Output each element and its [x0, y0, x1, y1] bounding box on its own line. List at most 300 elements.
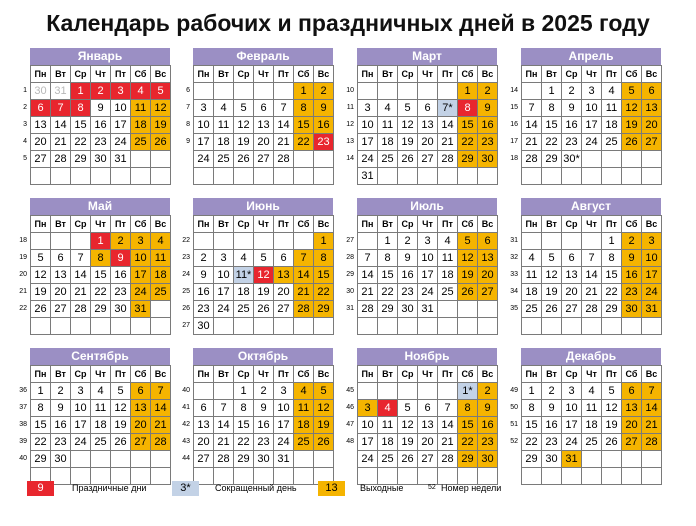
day-cell: 18 [438, 267, 458, 284]
weekday-header: Чт [91, 66, 111, 83]
day-cell: 11 [91, 400, 111, 417]
month-block [521, 48, 661, 185]
week-number: 33 [510, 271, 518, 278]
day-cell: 22 [71, 134, 91, 151]
day-cell: 25 [602, 134, 622, 151]
day-cell: 27 [274, 301, 294, 318]
day-cell: 15 [234, 417, 254, 434]
weekday-header: Вт [51, 66, 71, 83]
week-row [358, 284, 498, 301]
day-cell: 27 [131, 434, 151, 451]
week-row [522, 233, 662, 250]
day-cell: 19 [542, 284, 562, 301]
weekday-header: Сб [458, 66, 478, 83]
day-cell: 13 [131, 400, 151, 417]
day-cell: 26 [314, 434, 334, 451]
week-row [358, 301, 498, 318]
day-cell: 11 [378, 117, 398, 134]
day-cell: 3 [71, 383, 91, 400]
week-row [194, 434, 334, 451]
day-cell: 29 [522, 451, 542, 468]
day-cell: 25 [151, 284, 171, 301]
day-cell: 2 [478, 83, 498, 100]
day-cell: 2 [562, 83, 582, 100]
empty-cell [562, 318, 582, 335]
day-cell: 7 [51, 100, 71, 117]
day-cell: 14 [274, 117, 294, 134]
day-cell: 23 [398, 284, 418, 301]
weekday-header: Пт [111, 66, 131, 83]
weekday-header: Вт [214, 366, 234, 383]
month-block [357, 48, 497, 185]
day-cell: 14 [438, 417, 458, 434]
day-cell: 24 [214, 301, 234, 318]
day-cell: 8 [378, 250, 398, 267]
day-cell: 26 [458, 284, 478, 301]
empty-cell [418, 383, 438, 400]
day-cell: 22 [31, 434, 51, 451]
empty-cell [31, 168, 51, 185]
day-cell: 26 [151, 134, 171, 151]
week-row [522, 451, 662, 468]
week-row [31, 168, 171, 185]
empty-cell [602, 168, 622, 185]
day-cell: 18 [378, 134, 398, 151]
week-number: 38 [19, 421, 27, 428]
day-cell: 11 [131, 100, 151, 117]
week-row [31, 284, 171, 301]
week-number: 36 [19, 387, 27, 394]
week-number: 31 [346, 305, 354, 312]
day-cell: 30 [91, 151, 111, 168]
day-cell: 1 [458, 83, 478, 100]
weekday-header: Ср [562, 216, 582, 233]
weekday-header: Пт [438, 366, 458, 383]
week-row [31, 318, 171, 335]
week-number: 2 [23, 104, 27, 111]
empty-cell [642, 451, 662, 468]
week-row [522, 100, 662, 117]
day-cell: 11 [214, 117, 234, 134]
day-cell: 1 [522, 383, 542, 400]
day-cell: 6 [51, 250, 71, 267]
weekday-header: Вт [378, 366, 398, 383]
day-cell: 31 [562, 451, 582, 468]
day-cell: 22 [294, 134, 314, 151]
day-cell: 27 [51, 301, 71, 318]
day-cell: 3 [274, 383, 294, 400]
day-cell: 16 [51, 417, 71, 434]
day-cell: 2 [398, 233, 418, 250]
month-table [193, 365, 334, 485]
week-row [358, 267, 498, 284]
day-cell: 19 [314, 417, 334, 434]
weekday-header: Вт [542, 216, 562, 233]
day-cell: 25 [582, 434, 602, 451]
empty-cell [274, 318, 294, 335]
day-cell: 15 [458, 417, 478, 434]
month-table [521, 365, 662, 485]
day-cell: 31 [51, 83, 71, 100]
week-number: 14 [510, 87, 518, 94]
day-cell: 11* [234, 267, 254, 284]
day-cell: 11 [438, 250, 458, 267]
legend-weekend-label: Выходные [360, 483, 404, 493]
weekday-header: Вс [478, 216, 498, 233]
day-cell: 15 [378, 267, 398, 284]
week-row [522, 417, 662, 434]
week-number: 27 [182, 322, 190, 329]
empty-cell [254, 83, 274, 100]
empty-cell [194, 168, 214, 185]
day-cell: 4 [151, 233, 171, 250]
day-cell: 21 [582, 284, 602, 301]
week-number: 35 [510, 305, 518, 312]
week-row [522, 400, 662, 417]
weekday-header: Ср [562, 66, 582, 83]
week-row [358, 233, 498, 250]
day-cell: 11 [294, 400, 314, 417]
day-cell: 4 [582, 383, 602, 400]
week-row [194, 451, 334, 468]
day-cell: 12 [458, 250, 478, 267]
day-cell: 9 [314, 100, 334, 117]
empty-cell [131, 451, 151, 468]
month-name: Август [521, 198, 661, 215]
week-number: 28 [346, 254, 354, 261]
weekday-header: Пн [358, 366, 378, 383]
week-number: 49 [510, 387, 518, 394]
day-cell: 20 [562, 284, 582, 301]
day-cell: 21 [71, 284, 91, 301]
month-block [193, 48, 333, 185]
empty-cell [274, 83, 294, 100]
day-cell: 19 [31, 284, 51, 301]
day-cell: 28 [582, 301, 602, 318]
day-cell: 10 [131, 250, 151, 267]
month-name: Июнь [193, 198, 333, 215]
week-number: 46 [346, 404, 354, 411]
empty-cell [234, 318, 254, 335]
day-cell: 17 [562, 417, 582, 434]
day-cell: 6 [274, 250, 294, 267]
week-number: 6 [186, 87, 190, 94]
day-cell: 15 [458, 117, 478, 134]
week-number: 29 [346, 271, 354, 278]
empty-cell [91, 451, 111, 468]
day-cell: 23 [478, 134, 498, 151]
week-row [358, 400, 498, 417]
week-row [194, 168, 334, 185]
day-cell: 9 [91, 100, 111, 117]
weekday-header: Пт [274, 216, 294, 233]
week-number: 26 [182, 305, 190, 312]
day-cell: 23 [91, 134, 111, 151]
day-cell: 2 [314, 83, 334, 100]
day-cell: 25 [438, 284, 458, 301]
weekday-header: Чт [582, 216, 602, 233]
empty-cell [582, 151, 602, 168]
month-table [357, 215, 498, 335]
day-cell: 9 [111, 250, 131, 267]
month-block [30, 348, 170, 485]
empty-cell [131, 318, 151, 335]
month-block [521, 348, 661, 485]
week-row [31, 301, 171, 318]
week-row [194, 151, 334, 168]
empty-cell [51, 168, 71, 185]
empty-cell [314, 451, 334, 468]
day-cell: 15 [602, 267, 622, 284]
day-cell: 14 [582, 267, 602, 284]
day-cell: 4 [522, 250, 542, 267]
day-cell: 12 [234, 117, 254, 134]
day-cell: 26 [111, 434, 131, 451]
month-table [30, 65, 171, 185]
day-cell: 27 [418, 451, 438, 468]
empty-cell [458, 301, 478, 318]
day-cell: 24 [582, 134, 602, 151]
week-number: 41 [182, 404, 190, 411]
empty-cell [642, 151, 662, 168]
empty-cell [294, 451, 314, 468]
week-row [522, 134, 662, 151]
day-cell: 10 [562, 400, 582, 417]
weekday-header: Вт [51, 216, 71, 233]
empty-cell [522, 318, 542, 335]
empty-cell [522, 83, 542, 100]
empty-cell [254, 233, 274, 250]
month-name: Март [357, 48, 497, 65]
day-cell: 16 [111, 267, 131, 284]
empty-cell [214, 233, 234, 250]
day-cell: 22 [234, 434, 254, 451]
week-row [522, 117, 662, 134]
day-cell: 4 [602, 83, 622, 100]
week-number: 14 [346, 155, 354, 162]
weekday-header: Вс [642, 216, 662, 233]
week-row [358, 134, 498, 151]
day-cell: 1 [31, 383, 51, 400]
week-row [522, 318, 662, 335]
day-cell: 17 [642, 267, 662, 284]
weekday-header: Пн [194, 366, 214, 383]
day-cell: 26 [31, 301, 51, 318]
day-cell: 5 [602, 383, 622, 400]
empty-cell [378, 318, 398, 335]
empty-cell [151, 168, 171, 185]
month-name: Январь [30, 48, 170, 65]
day-cell: 14 [358, 267, 378, 284]
empty-cell [234, 83, 254, 100]
empty-cell [234, 233, 254, 250]
month-table [521, 65, 662, 185]
empty-cell [378, 168, 398, 185]
day-cell: 24 [71, 434, 91, 451]
week-row [31, 83, 171, 100]
day-cell: 10 [358, 417, 378, 434]
week-number: 34 [510, 288, 518, 295]
day-cell: 6 [418, 400, 438, 417]
day-cell: 15 [294, 117, 314, 134]
day-cell: 6 [642, 83, 662, 100]
day-cell: 3 [111, 83, 131, 100]
empty-cell [418, 168, 438, 185]
day-cell: 29 [378, 301, 398, 318]
day-cell: 7 [151, 383, 171, 400]
day-cell: 16 [622, 267, 642, 284]
day-cell: 1 [314, 233, 334, 250]
day-cell: 21 [51, 134, 71, 151]
week-number: 13 [346, 138, 354, 145]
day-cell: 14 [642, 400, 662, 417]
month-table [357, 65, 498, 185]
empty-cell [562, 233, 582, 250]
day-cell: 27 [642, 134, 662, 151]
empty-cell [51, 318, 71, 335]
day-cell: 1 [234, 383, 254, 400]
week-number: 43 [182, 438, 190, 445]
day-cell: 8 [294, 100, 314, 117]
weekday-header: Чт [91, 216, 111, 233]
day-cell: 13 [418, 417, 438, 434]
day-cell: 16 [478, 117, 498, 134]
week-number: 52 [510, 438, 518, 445]
day-cell: 5 [254, 250, 274, 267]
week-number: 15 [510, 104, 518, 111]
week-row [31, 134, 171, 151]
day-cell: 8 [522, 400, 542, 417]
empty-cell [254, 318, 274, 335]
day-cell: 6 [194, 400, 214, 417]
day-cell: 12 [602, 400, 622, 417]
week-row [194, 233, 334, 250]
day-cell: 7 [71, 250, 91, 267]
day-cell: 5 [622, 83, 642, 100]
week-number: 1 [23, 87, 27, 94]
day-cell: 10 [642, 250, 662, 267]
week-row [194, 318, 334, 335]
day-cell: 28 [294, 301, 314, 318]
day-cell: 6 [418, 100, 438, 117]
weekday-header: Вт [542, 66, 562, 83]
day-cell: 21 [438, 434, 458, 451]
month-table [30, 365, 171, 485]
day-cell: 20 [622, 417, 642, 434]
week-number: 40 [19, 455, 27, 462]
month-name: Июль [357, 198, 497, 215]
day-cell: 26 [254, 301, 274, 318]
weekday-header: Вт [378, 216, 398, 233]
day-cell: 7 [358, 250, 378, 267]
day-cell: 5 [111, 383, 131, 400]
empty-cell [294, 318, 314, 335]
empty-cell [274, 233, 294, 250]
day-cell: 8 [31, 400, 51, 417]
weekday-header: Вт [51, 366, 71, 383]
day-cell: 25 [131, 134, 151, 151]
day-cell: 13 [418, 117, 438, 134]
day-cell: 3 [562, 383, 582, 400]
day-cell: 30 [51, 451, 71, 468]
day-cell: 27 [194, 451, 214, 468]
day-cell: 19 [111, 417, 131, 434]
empty-cell [542, 168, 562, 185]
day-cell: 25 [378, 151, 398, 168]
week-number: 30 [346, 288, 354, 295]
day-cell: 30 [478, 451, 498, 468]
weekday-header: Пн [31, 66, 51, 83]
weekday-header: Чт [582, 366, 602, 383]
day-cell: 10 [582, 100, 602, 117]
day-cell: 26 [398, 451, 418, 468]
weekday-header: Ср [234, 216, 254, 233]
day-cell: 1 [542, 83, 562, 100]
day-cell: 30 [622, 301, 642, 318]
day-cell: 10 [111, 100, 131, 117]
day-cell: 23 [314, 134, 334, 151]
weekday-header: Пн [31, 216, 51, 233]
day-cell: 3 [418, 233, 438, 250]
day-cell: 20 [642, 117, 662, 134]
week-number: 37 [19, 404, 27, 411]
month-name: Апрель [521, 48, 661, 65]
empty-cell [194, 83, 214, 100]
empty-cell [294, 151, 314, 168]
empty-cell [398, 383, 418, 400]
month-block [357, 198, 497, 335]
day-cell: 16 [194, 284, 214, 301]
empty-cell [254, 168, 274, 185]
legend-shortened-label: Сокращенный день [215, 483, 297, 493]
week-row [31, 417, 171, 434]
day-cell: 11 [582, 400, 602, 417]
day-cell: 30 [31, 83, 51, 100]
day-cell: 12 [398, 117, 418, 134]
day-cell: 15 [542, 117, 562, 134]
day-cell: 6 [622, 383, 642, 400]
day-cell: 1 [378, 233, 398, 250]
weekday-header: Ср [234, 66, 254, 83]
day-cell: 7 [522, 100, 542, 117]
weekday-header: Сб [458, 216, 478, 233]
week-number: 32 [510, 254, 518, 261]
day-cell: 22 [602, 284, 622, 301]
empty-cell [358, 383, 378, 400]
day-cell: 25 [522, 301, 542, 318]
weekday-header: Ср [71, 66, 91, 83]
month-name: Декабрь [521, 348, 661, 365]
weekday-header: Вс [478, 66, 498, 83]
empty-cell [642, 318, 662, 335]
month-block [193, 198, 333, 335]
day-cell: 17 [194, 134, 214, 151]
day-cell: 14 [522, 117, 542, 134]
day-cell: 3 [214, 250, 234, 267]
day-cell: 29 [234, 451, 254, 468]
empty-cell [622, 451, 642, 468]
day-cell: 19 [458, 267, 478, 284]
empty-cell [31, 233, 51, 250]
day-cell: 26 [542, 301, 562, 318]
day-cell: 17 [358, 434, 378, 451]
day-cell: 18 [131, 117, 151, 134]
weekday-header: Вс [151, 366, 171, 383]
day-cell: 20 [254, 134, 274, 151]
day-cell: 10 [71, 400, 91, 417]
day-cell: 5 [542, 250, 562, 267]
day-cell: 26 [234, 151, 254, 168]
